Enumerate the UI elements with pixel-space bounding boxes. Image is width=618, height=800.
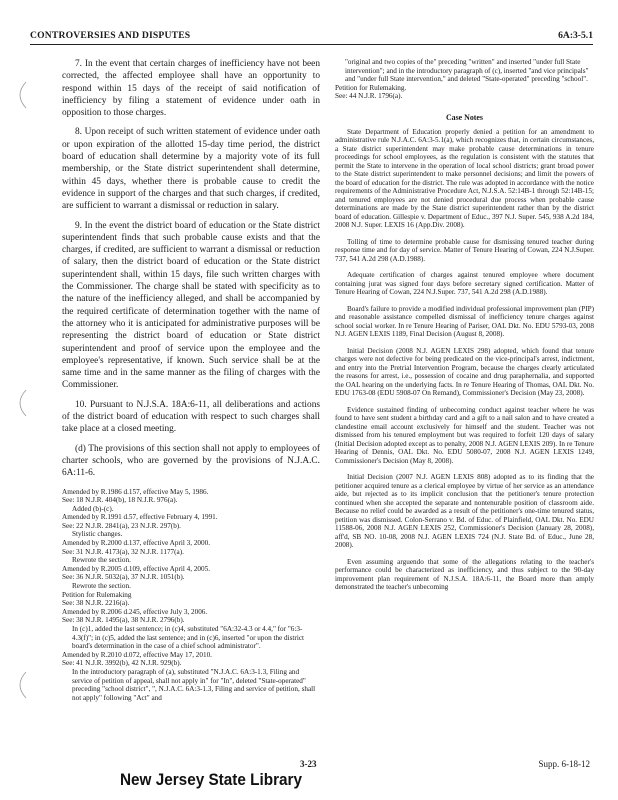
history-line: Stylistic changes. (72, 530, 123, 539)
history-line: Rewrote the section. (72, 582, 131, 591)
case-note: Adequate certification of charges against tenured employee where document containing jurat was signed four days before secretary signed certification. Matter of Tenure Hearing of Cowan, 224 N.J.Super. 737, 541 A.2d 298 (A.D.1988). (335, 271, 594, 297)
history-line: Amended by R.2006 d.245, effective July 3, 2006. (62, 607, 208, 616)
library-stamp: New Jersey State Library (120, 770, 302, 789)
paragraph-7: 7. In the event that certain charges of inefficiency have not been corrected, the affected employee shall have an opportunity to respond within 15 days of the receipt of said notification of inefficiency by filing a statement of evidence under oath in opposition to those charges. (62, 59, 320, 119)
history-continued (335, 58, 594, 101)
left-column (62, 58, 320, 702)
header-title: CONTROVERSIES AND DISPUTES (30, 30, 191, 41)
case-note: Initial Decision (2008 N.J. AGEN LEXIS 298) adopted, which found that tenure charges were not defective for being predicated on the vice-principal's arrest, indictment, and entry into the Pretrial Intervention Program, because the charges clearly articulated the reasons for arrest, i.e., possession of cocaine and drug paraphernalia, and supported the OAL hearing on the underlying facts. In re Tenure Hearing of Thomas, OAL Dkt. No. EDU 1763-08 (EDU 5908-07 On Remand), Commissioner's Decision (May 23, 2008). (335, 346, 594, 398)
case-note: State Department of Education properly denied a petition for an amendment to administrative rule N.J.A.C. 6A:3-5.1(a), which recognizes that, in certain circumstances, a State district superintendent may make probable cause determinations in tenure proceedings for school employees, as the regulation is consistent with the statutes that permit the State to intervene in the operation of local school districts; grant broad power to the State district superintendent to make personnel decisions; and limit the powers of the board of education for the district. The rule was adopted in accordance with the notice requirements of the Administrative Procedure Act, N.J.S.A. 52:14B-1 through 52:14B-15; and tenured employees are not denied procedural due process when probable cause determinations are made by the State district superintendent rather than by the district board of education. Gillespie v. Department of Educ., 397 N.J. Super. 545, 938 A.2d 184, 2008 N.J. Super. LEXIS 16 (App.Div. 2008). (335, 127, 594, 230)
history-notes (62, 488, 320, 703)
history-line: Amended by R.2010 d.072, effective May 17, 2010. (62, 650, 212, 659)
history-line: Amended by R.1991 d.57, effective February 4, 1991. (62, 513, 218, 522)
history-line: In the introductory paragraph of (a), substituted "N.J.A.C. 6A:3-1.3, Filing and service of petition of appeal, shall not apply in" for "In", deleted "State-operated" preceding "school district", ", N.J.A.C. 6A:3-1.3, Filing and service of petition, shall not apply" following "Act" and (72, 667, 316, 702)
history-line: Amended by R.2000 d.137, effective April 3, 2000. (62, 539, 210, 548)
history-line: See: 18 N.J.R. 404(b), 18 N.J.R. 976(a). (62, 496, 178, 505)
history-line: Added (b)-(c). (72, 504, 114, 513)
history-line: See: 38 N.J.R. 2216(a). (62, 599, 130, 608)
history-line: Amended by R.2005 d.109, effective April 4, 2005. (62, 564, 210, 573)
history-line: See: 44 N.J.R. 1796(a). (335, 92, 403, 101)
history-line: Petition for Rulemaking. (335, 83, 407, 92)
case-note: Evidence sustained finding of unbecoming conduct against teacher where he was found to have sent student a birthday card and a gift to a nail salon and to have created a clandestine email account exclusively for himself and the student. Teacher was not dismissed from his tenured employment but was required to forfeit 120 days of salary (Initial Decision adopted except as to penalty, 2008 N.J. AGEN LEXIS 209). In re Tenure Hearing of Dennis, OAL Dkt. No. EDU 5080-07, 2008 N.J. AGEN LEXIS 1249, Commissioner's Decision (May 8, 2008). (335, 405, 594, 465)
case-note: Tolling of time to determine probable cause for dismissing tenured teacher during response time and for day of service. Matter of Tenure Hearing of Cowan, 224 N.J.Super. 737, 541 A.2d 298 (A.D.1988). (335, 237, 594, 263)
history-line: See: 41 N.J.R. 3992(b), 42 N.J.R. 929(b). (62, 659, 182, 668)
history-line: See: 38 N.J.R. 1495(a), 38 N.J.R. 2796(b). (62, 616, 185, 625)
page-number: 3-23 (300, 759, 317, 769)
case-note: Even assuming arguendo that some of the allegations relating to the teacher's performance could be characterized as inefficiency, and thus subject to the 90-day improvement plan requirement of N.J.S.A. 18A:6-11, the Board more than amply demonstrated the teacher's unbecoming (335, 557, 594, 592)
case-note: Initial Decision (2007 N.J. AGEN LEXIS 808) adopted as to its finding that the petitioner acquired tenure as a clerical employee by virtue of her service as an attendance aide, but rejected as to its implicit conclusion that the petitioner's tenure protection continued when she accepted the separate and nontenurable position of classroom aide. Because no relief could be awarded as a result of the petitioner's one-time tenured status, petition was dismissed. Colon-Serrano v. Bd. of Educ. of Plainfield, OAL Dkt. No. EDU 11588-06, 2008 N.J. AGEN LEXIS 252, Commissioner's Decision (January 28, 2008), aff'd, SB NO. 10-08, 2008 N.J. AGEN LEXIS 724 (N.J. State Bd. of Educ., June 28, 2008). (335, 473, 594, 550)
case-note: Board's failure to provide a modified individual professional improvement plan (PIP) and reasonable assistance compelled dismissal of inefficiency tenure charges against school social worker. In re Tenure Hearing of Pariser, OAL Dkt. No. EDU 5793-03, 2008 N.J. AGEN LEXIS 1189, Final Decision (August 8, 2008). (335, 304, 594, 339)
paragraph-9: 9. In the event the district board of education or the State district superintendent finds that such probable cause exists and that the charges, if credited, are sufficient to warrant a dismissal or reduction of salary, then the district board of education or the State district superintendent shall, within 15 days, file such written charges with the Commissioner. The charge shall be stated with specificity as to the nature of the inefficiency alleged, and shall be accompanied by the required certificate of determination together with the name of the attorney who it is anticipated for administrative purposes will be representing the district board of education or State district superintendent and proof of service upon the employee and the employee's representative, if known. Such service shall be at the same time and in the same manner as the filing of charges with the Commissioner. (62, 220, 320, 391)
paragraph-10: 10. Pursuant to N.J.S.A. 18A:6-11, all deliberations and actions of the district board of education with respect to such charges shall take place at a closed meeting. (62, 399, 320, 435)
header-section: 6A:3-5.1 (558, 30, 593, 41)
case-notes (335, 128, 594, 592)
running-header (30, 28, 593, 45)
binder-hole-mark (12, 80, 28, 110)
history-line: Rewrote the section. (72, 556, 131, 565)
binder-hole-mark (12, 388, 28, 418)
history-line: In (c)1, added the last sentence; in (c)4, substituted "6A:32-4.3 or 4.4," for "6:3-4.3(f)"; in (c)5, added the last sentence; and in (c)6, inserted "or upon the district board's determination in the case of a chief school administrator". (72, 625, 305, 651)
history-line: See: 22 N.J.R. 2841(a), 23 N.J.R. 297(b). (62, 521, 181, 530)
history-line: Amended by R.1986 d.157, effective May 5, 1986. (62, 487, 209, 496)
history-line: "original and two copies of the" preceding "written" and inserted "under full State intervention"; and in the introductory paragraph of (c), inserted "and vice principals" and "under full State intervention," and deleted "State-operated" preceding "school". (345, 58, 589, 84)
right-column (335, 58, 594, 600)
paragraph-d: (d) The provisions of this section shall not apply to employees of charter schools, who are governed by the provisions of N.J.A.C. 6A:11-6. (62, 443, 320, 479)
case-notes-heading: Case Notes (445, 112, 484, 122)
binder-hole-mark (12, 670, 28, 700)
history-line: Petition for Rulemaking (62, 590, 132, 599)
history-line: See: 31 N.J.R. 4173(a), 32 N.J.R. 1177(a). (62, 547, 184, 556)
history-line: See: 36 N.J.R. 5032(a), 37 N.J.R. 1051(b). (62, 573, 185, 582)
supplement-date: Supp. 6-18-12 (538, 759, 590, 769)
paragraph-8: 8. Upon receipt of such written statement of evidence under oath or upon expiration of the allotted 15-day time period, the district board of education shall determine by a majority vote of its full membership, or the State district superintendent shall determine, within 45 days, whether there is probable cause to credit the evidence in support of the charges and that such charges, if credited, are sufficient to warrant a dismissal or reduction in salary. (62, 127, 320, 212)
